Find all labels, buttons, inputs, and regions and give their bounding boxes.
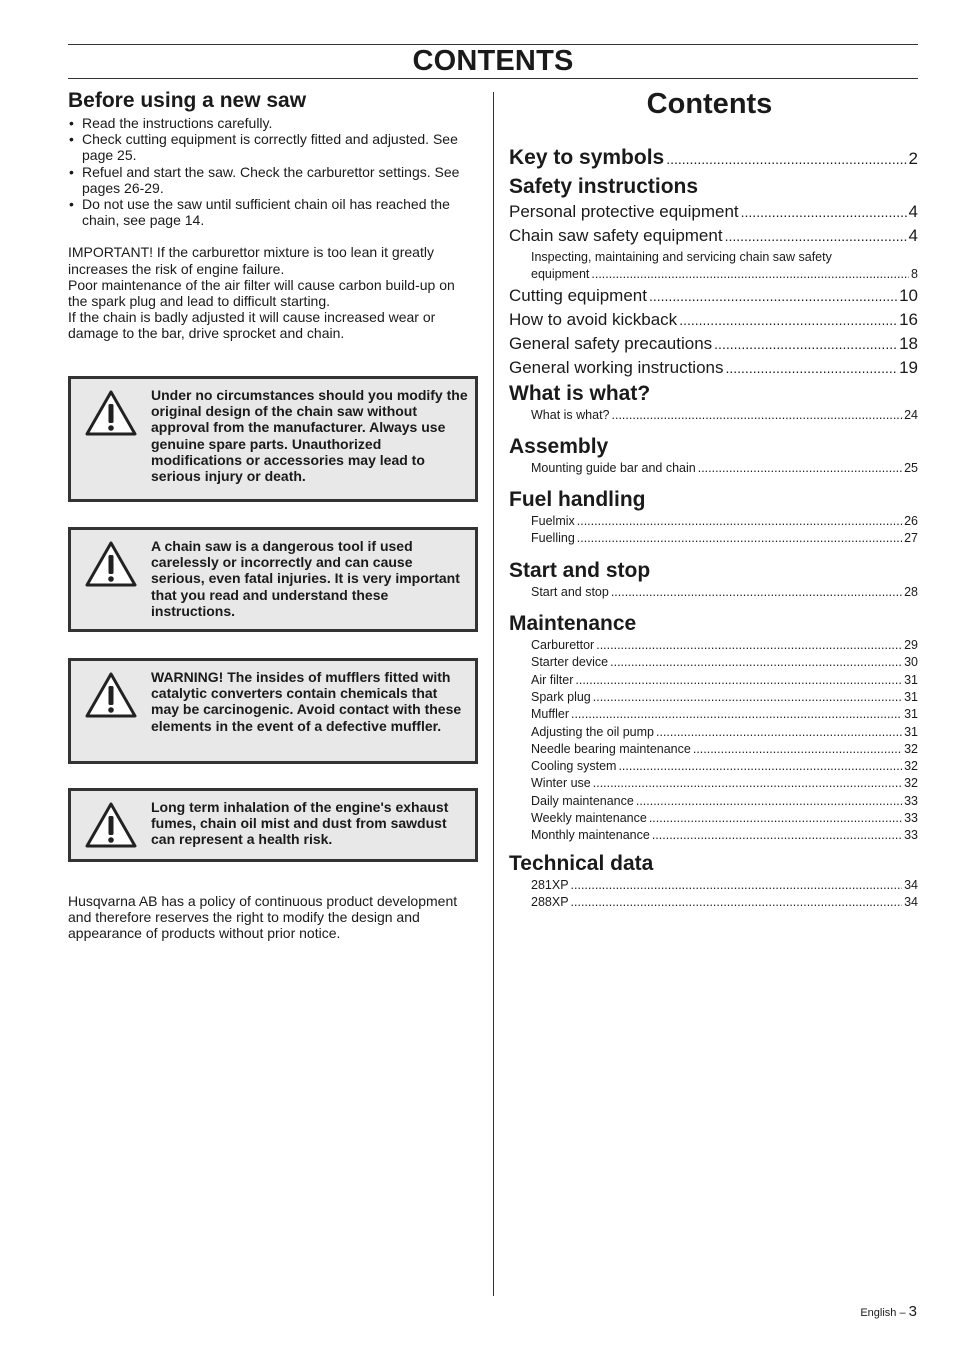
warning-text: Long term inhalation of the engine's exhaust fumes, chain oil mist and dust from sawdust can represent a health risk.: [151, 799, 449, 848]
toc-entry[interactable]: Weekly maintenance ..... 33: [509, 810, 918, 827]
before-using-title: Before using a new saw: [68, 89, 307, 112]
warning-box-modification: [68, 376, 478, 502]
toc-entry[interactable]: Chain saw safety equipment ..... 4: [509, 224, 918, 248]
toc-entry[interactable]: Winter use ..... 32: [509, 775, 918, 792]
toc-entry[interactable]: Starter device ..... 30: [509, 654, 918, 671]
chain-note: If the chain is badly adjusted it will cause increased wear or damage to the bar, drive sprocket and chain.: [68, 309, 436, 342]
page-footer: [860, 1303, 917, 1320]
toc-entry[interactable]: General safety precautions ..... 18: [509, 332, 918, 356]
bullet-item: • Refuel and start the saw. Check the carburettor settings. See pages 26-29.: [69, 163, 460, 196]
warning-box-dangerous-tool: [68, 527, 478, 632]
toc-section-technical: Technical data: [509, 851, 654, 875]
toc-entry[interactable]: Air filter ..... 31: [509, 672, 918, 689]
toc-entry[interactable]: How to avoid kickback ..... 16: [509, 308, 918, 332]
toc-entry[interactable]: 281XP ..... 34: [509, 877, 918, 894]
toc-entry[interactable]: General working instructions ..... 19: [509, 356, 918, 380]
warning-box-muffler: [68, 658, 478, 764]
toc-entry[interactable]: Fuelmix ..... 26: [509, 513, 918, 530]
toc-section-safety: Safety instructions: [509, 175, 699, 198]
toc-entry-inspecting[interactable]: Inspecting, maintaining and servicing chain saw safety equipment ..... 8: [509, 248, 918, 284]
warning-text: Under no circumstances should you modify the original design of the chain saw without approval from the manufacturer. Always use genuine spare parts. Unauthorized modifications or accessories may lead to serious injury or death.: [151, 387, 468, 485]
toc-entry[interactable]: What is what? ..... 24: [509, 407, 918, 424]
table-of-contents: [509, 86, 918, 911]
toc-entry[interactable]: Muffler ..... 31: [509, 706, 918, 723]
policy-note: Husqvarna AB has a policy of continuous product development and therefore reserves the right to modify the design and appearance of products without prior notice.: [68, 893, 458, 942]
toc-section-assembly: Assembly: [509, 434, 609, 458]
contents-title: Contents: [646, 88, 773, 120]
before-using-bullets: [68, 115, 478, 228]
bullet-item: • Do not use the saw until sufficient chain oil has reached the chain, see page 14.: [69, 196, 450, 229]
warning-box-exhaust: [68, 788, 478, 862]
warning-text: A chain saw is a dangerous tool if used carelessly or incorrectly and can cause serious, even fatal injuries. It is very important that you read and understand these instructions.: [151, 538, 460, 619]
warning-text: WARNING! The insides of mufflers fitted with catalytic converters contain chemicals that may be carcinogenic. Avoid contact with these elements in the event of a defective muffler.: [151, 669, 462, 734]
toc-entry[interactable]: Monthly maintenance ..... 33: [509, 827, 918, 844]
toc-entry[interactable]: Spark plug ..... 31: [509, 689, 918, 706]
toc-entry[interactable]: Carburettor ..... 29: [509, 637, 918, 654]
bullet-item: • Check cutting equipment is correctly fitted and adjusted. See page 25.: [69, 131, 458, 164]
toc-entry[interactable]: Start and stop ..... 28: [509, 584, 918, 601]
before-using-section: [68, 88, 478, 342]
toc-entry[interactable]: Mounting guide bar and chain ..... 25: [509, 460, 918, 477]
toc-entry[interactable]: Cooling system ..... 32: [509, 758, 918, 775]
warning-triangle-icon: [71, 661, 151, 761]
toc-entry[interactable]: Personal protective equipment ..... 4: [509, 200, 918, 224]
maintenance-note: Poor maintenance of the air filter will cause carbon build-up on the spark plug and lead to difficult starting.: [68, 276, 455, 310]
bullet-item: • Read the instructions carefully.: [69, 115, 273, 131]
toc-section-start-stop: Start and stop: [509, 558, 651, 582]
heading-rule: [68, 78, 918, 79]
warning-triangle-icon: [71, 791, 151, 859]
toc-entry[interactable]: Fuelling ..... 27: [509, 530, 918, 547]
toc-entry[interactable]: Cutting equipment ..... 10: [509, 284, 918, 308]
toc-entry[interactable]: 288XP ..... 34: [509, 894, 918, 911]
footer-language: English –: [860, 1307, 906, 1319]
toc-section-fuel: Fuel handling: [509, 488, 646, 512]
page-heading: CONTENTS: [412, 45, 574, 77]
toc-entry[interactable]: Needle bearing maintenance ..... 32: [509, 741, 918, 758]
warning-triangle-icon: [71, 379, 151, 499]
toc-entry[interactable]: Adjusting the oil pump ..... 31: [509, 724, 918, 741]
column-divider: [493, 92, 494, 1296]
warning-triangle-icon: [71, 530, 151, 629]
toc-section-what-is-what: What is what?: [509, 381, 651, 405]
toc-entry-key-to-symbols[interactable]: Key to symbols ..... 2: [509, 144, 918, 173]
toc-section-maintenance: Maintenance: [509, 612, 637, 636]
footer-page-number: 3: [908, 1303, 917, 1320]
important-note: IMPORTANT! If the carburettor mixture is too lean it greatly increases the risk of engine failure.: [68, 244, 434, 277]
toc-entry[interactable]: Daily maintenance ..... 33: [509, 793, 918, 810]
